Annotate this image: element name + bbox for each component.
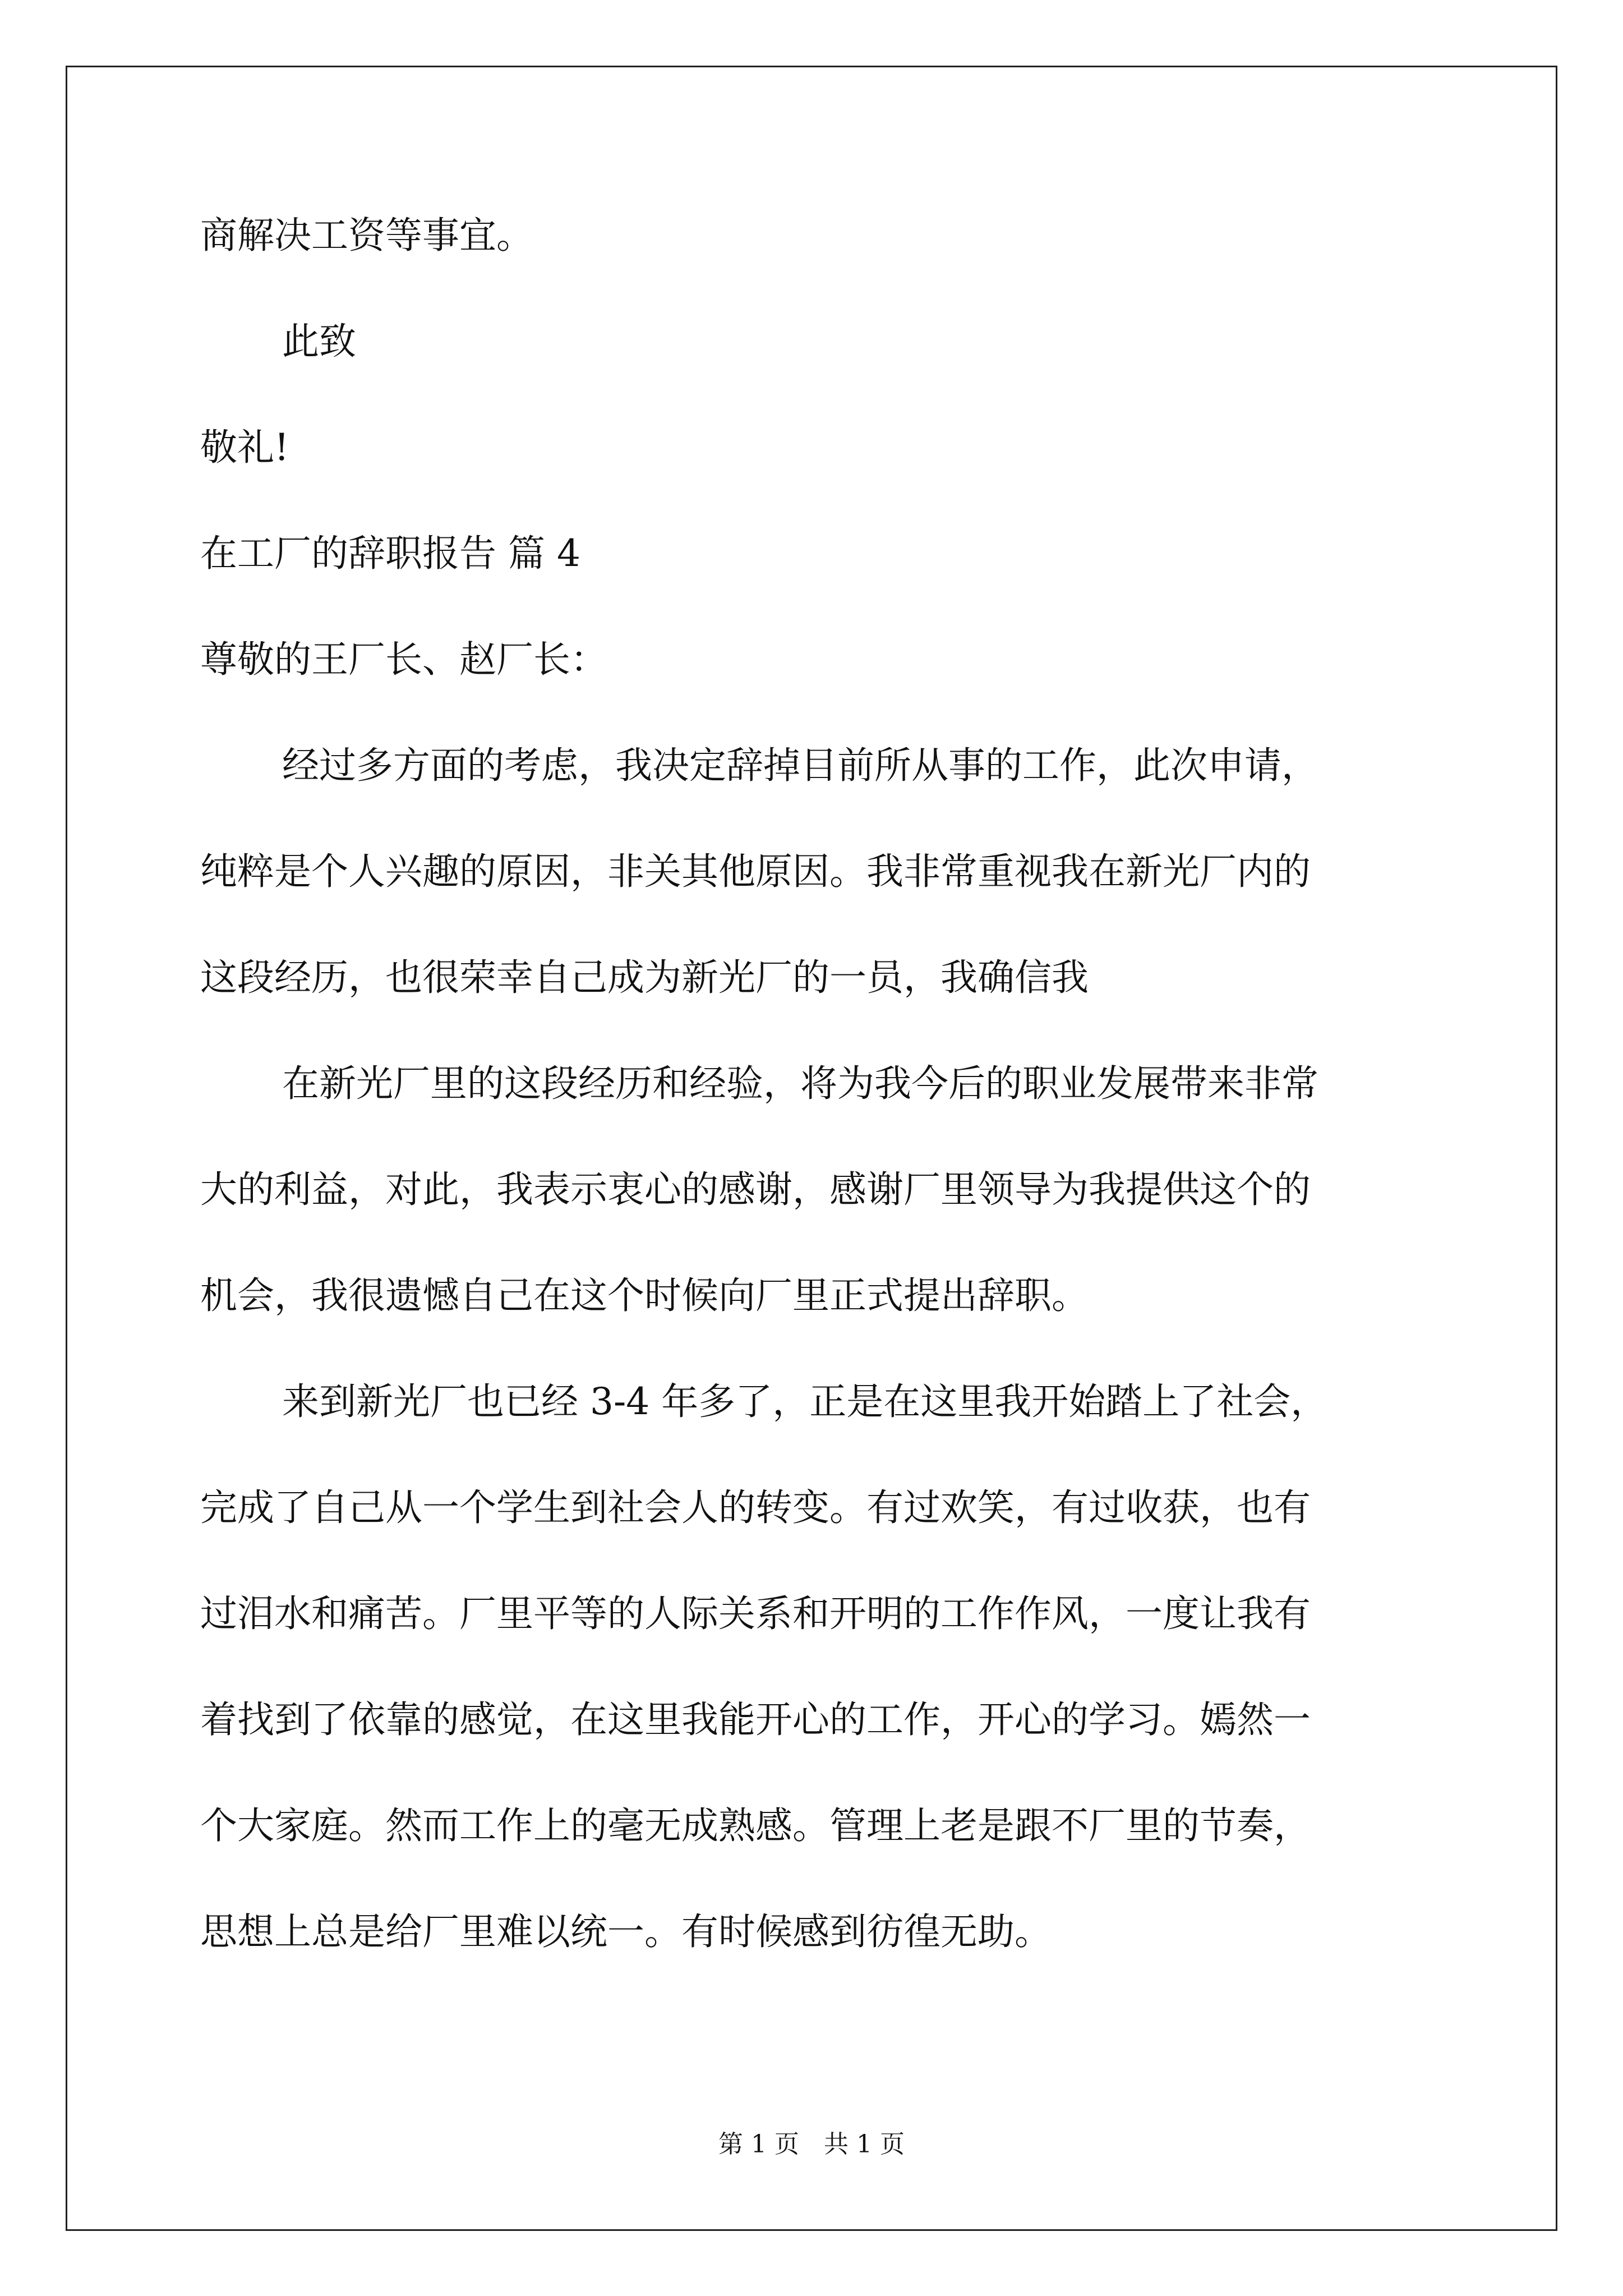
- paragraph-line: 着找到了依靠的感觉，在这里我能开心的工作，开心的学习。嫣然一: [200, 1698, 1311, 1741]
- paragraph-line: 思想上总是给厂里难以统一。有时候感到彷徨无助。: [200, 1910, 1052, 1953]
- paragraph-line: 纯粹是个人兴趣的原因，非关其他原因。我非常重视我在新光厂内的: [200, 850, 1311, 893]
- page-border: [66, 66, 1557, 2231]
- paragraph-line: 个大家庭。然而工作上的毫无成熟感。管理上老是跟不厂里的节奏，: [200, 1804, 1311, 1847]
- text-line-closing: 此致: [282, 320, 356, 363]
- paragraph-line: 大的利益，对此，我表示衷心的感谢，感谢厂里领导为我提供这个的: [200, 1168, 1311, 1211]
- text-line: 商解决工资等事宜。: [200, 214, 533, 257]
- paragraph-line: 机会，我很遗憾自己在这个时候向厂里正式提出辞职。: [200, 1274, 1089, 1317]
- paragraph-line: 过泪水和痛苦。厂里平等的人际关系和开明的工作作风，一度让我有: [200, 1592, 1311, 1635]
- paragraph-line: 这段经历，也很荣幸自己成为新光厂的一员，我确信我: [200, 956, 1089, 999]
- paragraph-line: 来到新光厂也已经 3-4 年多了，正是在这里我开始踏上了社会，: [282, 1380, 1328, 1423]
- text-line-addressee: 尊敬的王厂长、赵厂长：: [200, 638, 607, 681]
- page-number-footer: 第 1 页 共 1 页: [718, 2130, 905, 2159]
- paragraph-line: 在新光厂里的这段经历和经验，将为我今后的职业发展带来非常: [282, 1062, 1318, 1105]
- paragraph-line: 经过多方面的考虑，我决定辞掉目前所从事的工作，此次申请，: [282, 744, 1318, 787]
- paragraph-line: 完成了自己从一个学生到社会人的转变。有过欢笑，有过收获，也有: [200, 1486, 1311, 1529]
- text-line-salutation: 敬礼!: [200, 426, 289, 469]
- section-heading: 在工厂的辞职报告 篇 4: [200, 532, 580, 575]
